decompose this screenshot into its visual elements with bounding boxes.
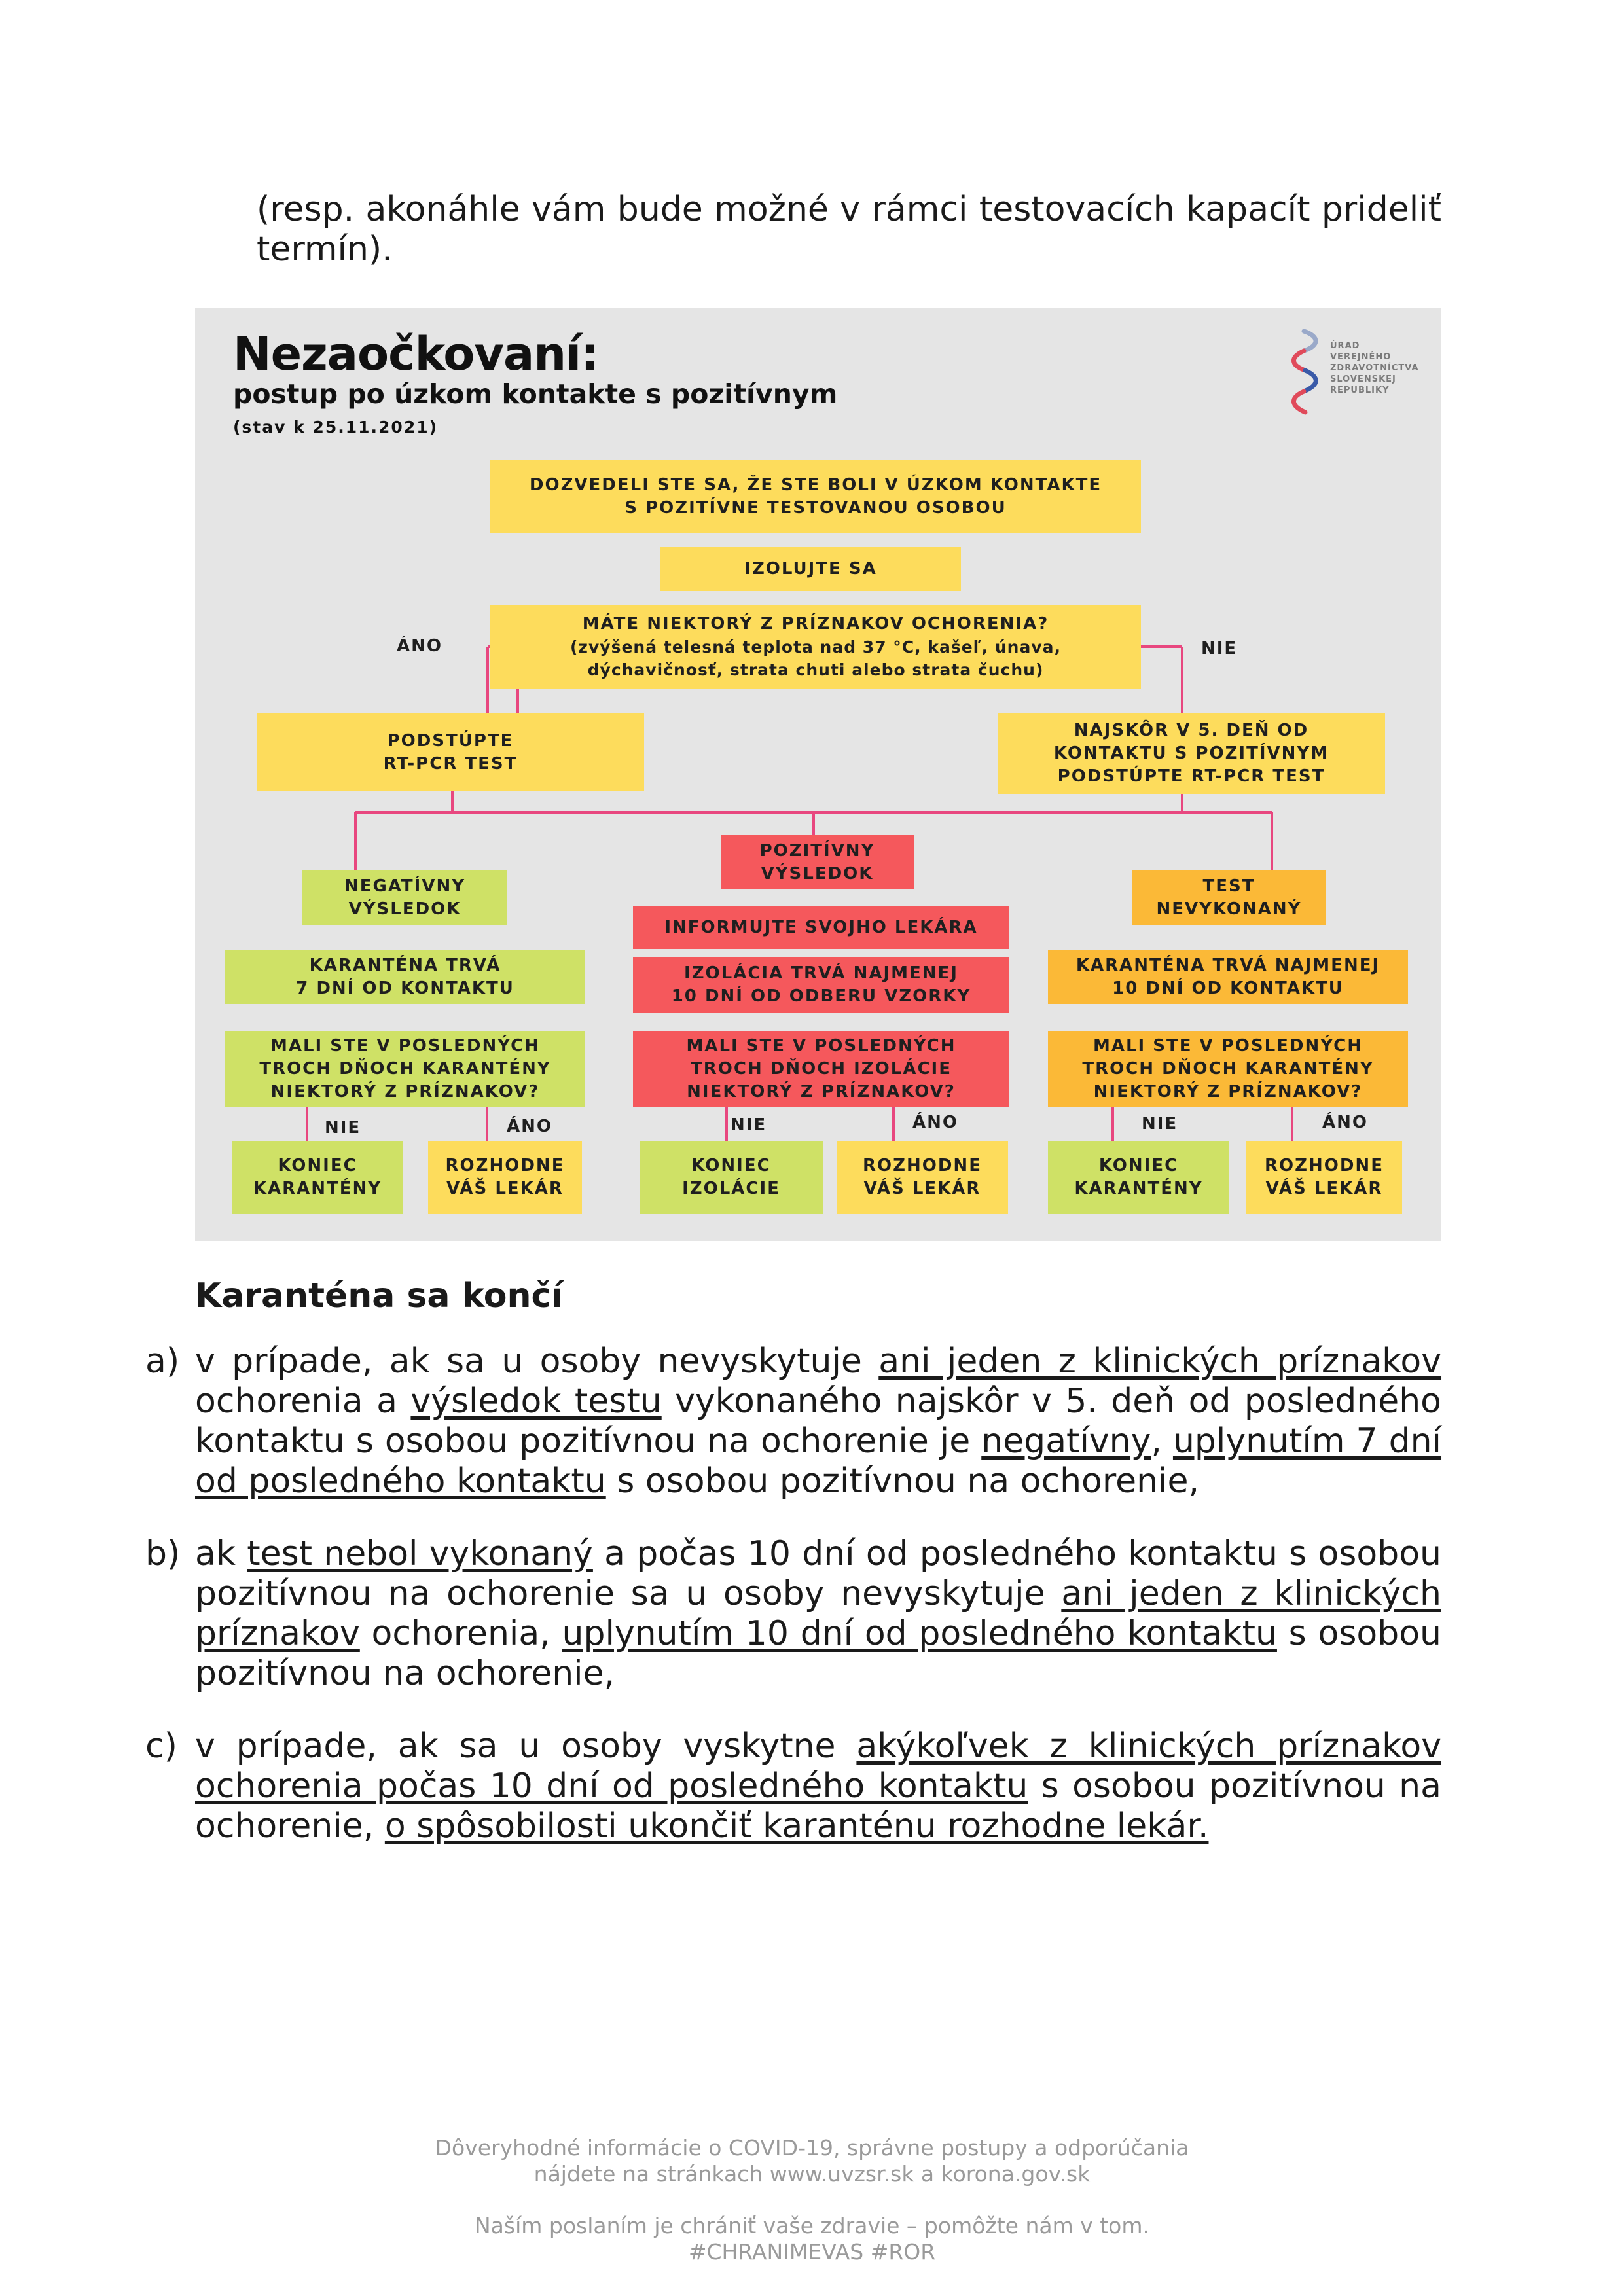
negative-question-box: MALI STE V POSLEDNÝCH TROCH DŇOCH KARANTÉNY NIEKTORÝ Z PRÍZNAKOV? (225, 1031, 585, 1107)
notest-no-label: NIE (1142, 1114, 1178, 1134)
positive-question-box: MALI STE V POSLEDNÝCH TROCH DŇOCH IZOLÁCIE NIEKTORÝ Z PRÍZNAKOV? (633, 1031, 1009, 1107)
list-marker: b) (145, 1534, 181, 1573)
positive-no-label: NIE (731, 1115, 767, 1135)
logo-line: VEREJNÉHO (1330, 352, 1392, 362)
section-heading: Karanténa sa končí (195, 1276, 564, 1316)
text-run: , (1151, 1422, 1173, 1461)
notest-question-box: MALI STE V POSLEDNÝCH TROCH DŇOCH KARANTÉNY NIEKTORÝ Z PRÍZNAKOV? (1048, 1031, 1408, 1107)
logo-line: ÚRAD (1330, 341, 1360, 351)
no-label: NIE (1201, 639, 1238, 658)
symptoms-question-box: MÁTE NIEKTORÝ Z PRÍZNAKOV OCHORENIA? (zvýšená telesná teplota nad 37 °C, kašeľ, únava, dýchavičnosť, strata chuti alebo strata čuchu) (490, 605, 1141, 689)
positive-end-box: KONIEC IZOLÁCIE (640, 1141, 823, 1214)
test-day5-box: NAJSKÔR V 5. DEŇ OD KONTAKTU S POZITÍVNYM PODSTÚPTE RT-PCR TEST (998, 713, 1385, 794)
negative-no-label: NIE (325, 1118, 361, 1138)
notest-duration-box: KARANTÉNA TRVÁ NAJMENEJ 10 DNÍ OD KONTAKTU (1048, 950, 1408, 1004)
footer-line: nájdete na stránkach www.uvzsr.sk a korona.gov.sk (533, 2161, 1091, 2187)
infographic-title: Nezaočkovaní: (233, 327, 599, 381)
list-item (145, 1534, 1441, 1694)
text-run: s osobou pozitívnou na ochorenie, (195, 1614, 1442, 1693)
underlined-phrase: výsledok testu (410, 1382, 662, 1421)
text-run: v prípade, ak sa u osoby vyskytne (195, 1727, 857, 1766)
positive-doctor-box: ROZHODNE VÁŠ LEKÁR (837, 1141, 1008, 1214)
footer-line: #CHRANIMEVAS #ROR (688, 2239, 936, 2265)
notest-yes-label: ÁNO (1322, 1113, 1368, 1132)
underlined-phrase: uplynutím 7 dní od posledného kontaktu (195, 1422, 1442, 1501)
intro-paragraph: (resp. akonáhle vám bude možné v rámci testovacích kapacít prideliť termín). (257, 190, 1441, 269)
underlined-phrase: o spôsobilosti ukončiť karanténu rozhodne lekár. (384, 1806, 1209, 1846)
list-item (145, 1727, 1441, 1846)
text-run: ochorenia a (195, 1382, 411, 1421)
conditions-list (145, 1342, 1441, 1879)
footer-mission (0, 2213, 1624, 2265)
underlined-phrase: uplynutím 10 dní od posledného kontaktu (562, 1614, 1277, 1653)
inform-doctor-box: INFORMUJTE SVOJHO LEKÁRA (633, 906, 1009, 949)
yes-label: ÁNO (397, 636, 442, 656)
underlined-phrase: akýkoľvek z klinických príznakov ochorenia počas 10 dní od posledného kontaktu (195, 1727, 1441, 1806)
notest-end-box: KONIEC KARANTÉNY (1048, 1141, 1229, 1214)
underlined-phrase: ani jeden z klinických príznakov (195, 1574, 1441, 1653)
negative-end-box: KONIEC KARANTÉNY (232, 1141, 403, 1214)
quarantine-flowchart (195, 308, 1441, 1241)
test-now-box: PODSTÚPTE RT-PCR TEST (257, 713, 644, 791)
text-run: v prípade, ak sa u osoby nevyskytuje (195, 1342, 879, 1381)
logo-line: REPUBLIKY (1330, 386, 1390, 395)
footer-line: Naším poslaním je chrániť vaše zdravie – pomôžte nám v tom. (474, 2213, 1150, 2238)
positive-yes-label: ÁNO (912, 1113, 958, 1132)
text-run: ak (195, 1534, 247, 1573)
contact-box: DOZVEDELI STE SA, ŽE STE BOLI V ÚZKOM KONTAKTE S POZITÍVNE TESTOVANOU OSOBOU (490, 460, 1141, 533)
no-test-box: TEST NEVYKONANÝ (1132, 870, 1326, 925)
list-item (145, 1342, 1441, 1501)
infographic-subtitle: postup po úzkom kontakte s pozitívnym (233, 378, 838, 410)
positive-result-box: POZITÍVNY VÝSLEDOK (721, 835, 914, 889)
infographic-date: (stav k 25.11.2021) (233, 418, 439, 437)
footer-info (0, 2135, 1624, 2187)
logo-line: ZDRAVOTNÍCTVA (1330, 363, 1419, 373)
negative-duration-box: KARANTÉNA TRVÁ 7 DNÍ OD KONTAKTU (225, 950, 585, 1004)
positive-duration-box: IZOLÁCIA TRVÁ NAJMENEJ 10 DNÍ OD ODBERU VZORKY (633, 957, 1009, 1013)
logo-line: SLOVENSKEJ (1330, 374, 1396, 384)
text-run: vykonaného najskôr v 5. deň od posledného kontaktu s osobou pozitívnou na ochorenie je (195, 1382, 1441, 1461)
list-marker: c) (145, 1727, 177, 1766)
list-marker: a) (145, 1342, 180, 1381)
negative-yes-label: ÁNO (507, 1117, 552, 1136)
negative-doctor-box: ROZHODNE VÁŠ LEKÁR (428, 1141, 582, 1214)
negative-result-box: NEGATÍVNY VÝSLEDOK (302, 870, 507, 925)
text-run: ochorenia, (359, 1614, 562, 1653)
text-run: a počas 10 dní od posledného kontaktu s osobou pozitívnou na ochorenie sa u osoby nevyskytuje (195, 1534, 1441, 1613)
underlined-phrase: ani jeden z klinických príznakov (878, 1342, 1442, 1381)
text-run: s osobou pozitívnou na ochorenie, (605, 1462, 1200, 1501)
notest-doctor-box: ROZHODNE VÁŠ LEKÁR (1246, 1141, 1402, 1214)
underlined-phrase: negatívny (981, 1422, 1151, 1461)
footer-line: Dôveryhodné informácie o COVID-19, správne postupy a odporúčania (435, 2135, 1189, 2161)
underlined-phrase: test nebol vykonaný (247, 1534, 593, 1573)
isolate-box: IZOLUJTE SA (660, 547, 961, 591)
text-run: s osobou pozitívnou na ochorenie, (195, 1767, 1442, 1846)
